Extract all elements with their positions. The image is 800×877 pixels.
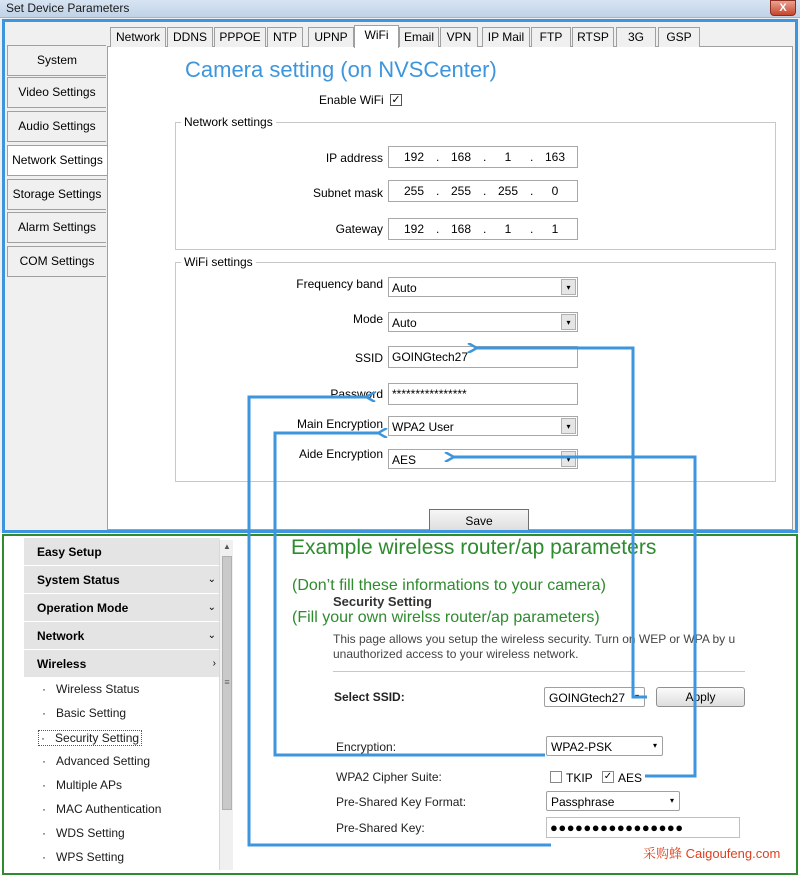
menu-easy-setup-label: Easy Setup: [37, 545, 102, 559]
chevron-down-icon: ⌄: [207, 630, 216, 641]
router-example-heading: Example wireless router/ap parameters: [291, 536, 657, 559]
psk-format-label: Pre-Shared Key Format:: [336, 795, 467, 809]
ip-dot: .: [483, 184, 487, 198]
tab-ddns[interactable]: DDNS: [167, 27, 213, 47]
sidebar-item-alarm[interactable]: Alarm Settings: [7, 212, 106, 243]
tab-email[interactable]: Email: [399, 27, 439, 47]
bullet-icon: ·: [42, 826, 46, 840]
subnet-octet-2: 255: [450, 184, 472, 198]
ip-dot: .: [530, 150, 534, 164]
chevron-down-icon: ▾: [561, 279, 576, 295]
bullet-icon: ·: [42, 778, 46, 792]
apply-button[interactable]: Apply: [656, 687, 745, 707]
scrollbar-thumb[interactable]: [222, 556, 232, 810]
enable-wifi-label: Enable WiFi: [319, 93, 384, 107]
security-description-line-1: This page allows you setup the wireless security. Turn on WEP or WPA by u: [333, 632, 736, 646]
bullet-icon: ·: [41, 731, 45, 745]
frequency-band-value: Auto: [392, 281, 417, 295]
menu-operation-mode-label: Operation Mode: [37, 601, 129, 615]
aes-checkbox[interactable]: ✓: [603, 771, 613, 782]
menu-scrollbar[interactable]: [219, 540, 233, 870]
encryption-dropdown[interactable]: [546, 736, 663, 756]
psk-label: Pre-Shared Key:: [336, 821, 425, 835]
ip-dot: .: [530, 222, 534, 236]
main-encryption-label: Main Encryption: [296, 417, 383, 431]
tab-pppoe[interactable]: PPPOE: [214, 27, 266, 47]
frequency-band-select[interactable]: [388, 277, 578, 297]
password-input[interactable]: [388, 383, 578, 405]
security-description-line-2: unauthorized access to your wireless network.: [333, 647, 579, 661]
mode-value: Auto: [392, 316, 417, 330]
submenu-label: Multiple APs: [56, 778, 123, 792]
submenu-basic-setting[interactable]: [42, 706, 126, 720]
ssid-input[interactable]: [388, 346, 578, 368]
cipher-suite-label: WPA2 Cipher Suite:: [336, 770, 442, 784]
tkip-label: TKIP: [566, 771, 593, 785]
gateway-label: Gateway: [335, 222, 383, 236]
tkip-checkbox[interactable]: [550, 771, 562, 783]
main-encryption-value: WPA2 User: [392, 420, 454, 434]
tab-3g[interactable]: 3G: [616, 27, 656, 47]
psk-value: ●●●●●●●●●●●●●●●●: [550, 820, 684, 835]
gateway-octet-3: 1: [504, 222, 512, 236]
ip-octet-1: 192: [403, 150, 425, 164]
router-note-fill-own: (Fill your own wirelss router/ap parameters): [292, 609, 600, 626]
select-ssid-value: GOINGtech27: [549, 691, 626, 705]
menu-system-status[interactable]: [24, 566, 220, 594]
ip-octet-3: 1: [504, 150, 512, 164]
sidebar-item-system[interactable]: System: [7, 45, 106, 76]
window-title: Set Device Parameters: [6, 1, 130, 15]
aide-encryption-select[interactable]: [388, 449, 578, 469]
ssid-label: SSID: [354, 351, 383, 365]
aide-encryption-label: Aide Encryption: [298, 447, 383, 461]
submenu-label: MAC Authentication: [56, 802, 162, 816]
ip-dot: .: [436, 222, 440, 236]
menu-network-label: Network: [37, 629, 85, 643]
tab-network[interactable]: Network: [110, 27, 166, 47]
aes-label: AES: [618, 771, 643, 785]
ssid-value: GOINGtech27: [392, 350, 469, 364]
bullet-icon: ·: [42, 706, 46, 720]
ip-address-input[interactable]: [388, 146, 578, 168]
gateway-input[interactable]: [388, 218, 578, 240]
chevron-down-icon: ▾: [669, 796, 674, 805]
password-value: ****************: [392, 387, 467, 401]
wifi-settings-title: WiFi settings: [181, 255, 256, 269]
bullet-icon: ·: [42, 850, 46, 864]
ip-octet-2: 168: [450, 150, 472, 164]
chevron-down-icon: ⌄: [207, 574, 216, 585]
sidebar-item-video[interactable]: Video Settings: [7, 77, 106, 108]
bullet-icon: ·: [42, 754, 46, 768]
submenu-label: Security Setting: [55, 731, 140, 745]
network-settings-title: Network settings: [181, 115, 276, 129]
ip-dot: .: [483, 222, 487, 236]
encryption-label: Encryption:: [336, 740, 397, 754]
submenu-label: Basic Setting: [56, 706, 127, 720]
submenu-label: WPS Setting: [56, 850, 125, 864]
save-button[interactable]: Save: [429, 509, 529, 533]
submenu-security-setting[interactable]: [38, 730, 142, 746]
ip-octet-4: 163: [544, 150, 566, 164]
subnet-mask-label: Subnet mask: [312, 186, 383, 200]
submenu-wps-setting[interactable]: [42, 850, 124, 864]
submenu-mac-authentication[interactable]: [42, 802, 161, 816]
password-label: Password: [330, 387, 383, 401]
subnet-octet-3: 255: [497, 184, 519, 198]
main-encryption-select[interactable]: [388, 416, 578, 436]
sidebar-item-network[interactable]: Network Settings: [7, 145, 107, 176]
frequency-band-label: Frequency band: [296, 277, 383, 291]
submenu-wds-setting[interactable]: [42, 826, 125, 840]
bullet-icon: ·: [42, 682, 46, 696]
section-divider: [333, 671, 745, 672]
subnet-octet-4: 0: [551, 184, 559, 198]
chevron-down-icon: ▾: [652, 741, 657, 750]
menu-easy-setup[interactable]: [24, 538, 220, 566]
tab-ftp[interactable]: FTP: [531, 27, 571, 47]
chevron-down-icon: ▾: [561, 418, 576, 434]
menu-wireless[interactable]: [24, 650, 220, 678]
menu-system-status-label: System Status: [37, 573, 120, 587]
router-note-dont-fill: (Don’t fill these informations to your camera): [292, 577, 606, 594]
psk-format-dropdown[interactable]: [546, 791, 680, 811]
tab-ip-mail[interactable]: IP Mail: [482, 27, 530, 47]
menu-wireless-label: Wireless: [37, 657, 87, 671]
chevron-down-icon: ⌄: [207, 602, 216, 613]
subnet-octet-1: 255: [403, 184, 425, 198]
submenu-wireless-status[interactable]: [42, 682, 139, 696]
submenu-label: Wireless Status: [56, 682, 140, 696]
menu-operation-mode[interactable]: [24, 594, 220, 622]
chevron-down-icon: ▾: [561, 314, 576, 330]
select-ssid-dropdown[interactable]: [544, 687, 645, 707]
security-setting-title: Security Setting: [333, 594, 432, 609]
chevron-right-icon: ›: [212, 658, 216, 669]
submenu-multiple-aps[interactable]: [42, 778, 122, 792]
ip-dot: .: [483, 150, 487, 164]
mode-label: Mode: [352, 312, 383, 326]
sidebar-item-audio[interactable]: Audio Settings: [7, 111, 106, 142]
psk-format-value: Passphrase: [551, 795, 615, 809]
camera-setting-heading: Camera setting (on NVSCenter): [185, 57, 497, 82]
watermark: 采购蜂 Caigoufeng.com: [643, 846, 781, 861]
tab-vpn[interactable]: VPN: [440, 27, 478, 47]
mode-select[interactable]: [388, 312, 578, 332]
tab-ntp[interactable]: NTP: [267, 27, 303, 47]
chevron-down-icon: ▾: [634, 692, 639, 701]
chevron-down-icon: ▾: [561, 451, 576, 467]
tab-upnp[interactable]: UPNP: [308, 27, 354, 47]
ip-address-label: IP address: [325, 151, 383, 165]
psk-input[interactable]: [546, 817, 740, 838]
gateway-octet-1: 192: [403, 222, 425, 236]
enable-wifi-checkbox[interactable]: ✓: [391, 94, 401, 106]
scroll-up-icon[interactable]: ▲: [223, 542, 231, 551]
title-bar: [0, 0, 800, 18]
encryption-value: WPA2-PSK: [551, 740, 613, 754]
close-button[interactable]: X: [770, 0, 796, 16]
submenu-advanced-setting[interactable]: [42, 754, 150, 768]
select-ssid-label: Select SSID:: [334, 690, 405, 704]
ip-dot: .: [530, 184, 534, 198]
submenu-label: Advanced Setting: [56, 754, 151, 768]
menu-network[interactable]: [24, 622, 220, 650]
ip-dot: .: [436, 150, 440, 164]
gateway-octet-2: 168: [450, 222, 472, 236]
grip-icon: ≡: [224, 677, 230, 687]
sidebar-item-com[interactable]: COM Settings: [7, 246, 106, 277]
subnet-mask-input[interactable]: [388, 180, 578, 202]
gateway-octet-4: 1: [551, 222, 559, 236]
aide-encryption-value: AES: [392, 453, 417, 467]
tab-rtsp[interactable]: RTSP: [572, 27, 614, 47]
tab-wifi[interactable]: WiFi: [354, 25, 399, 48]
submenu-label: WDS Setting: [56, 826, 125, 840]
tab-gsp[interactable]: GSP: [658, 27, 700, 47]
bullet-icon: ·: [42, 802, 46, 816]
ip-dot: .: [436, 184, 440, 198]
sidebar-item-storage[interactable]: Storage Settings: [7, 179, 106, 210]
